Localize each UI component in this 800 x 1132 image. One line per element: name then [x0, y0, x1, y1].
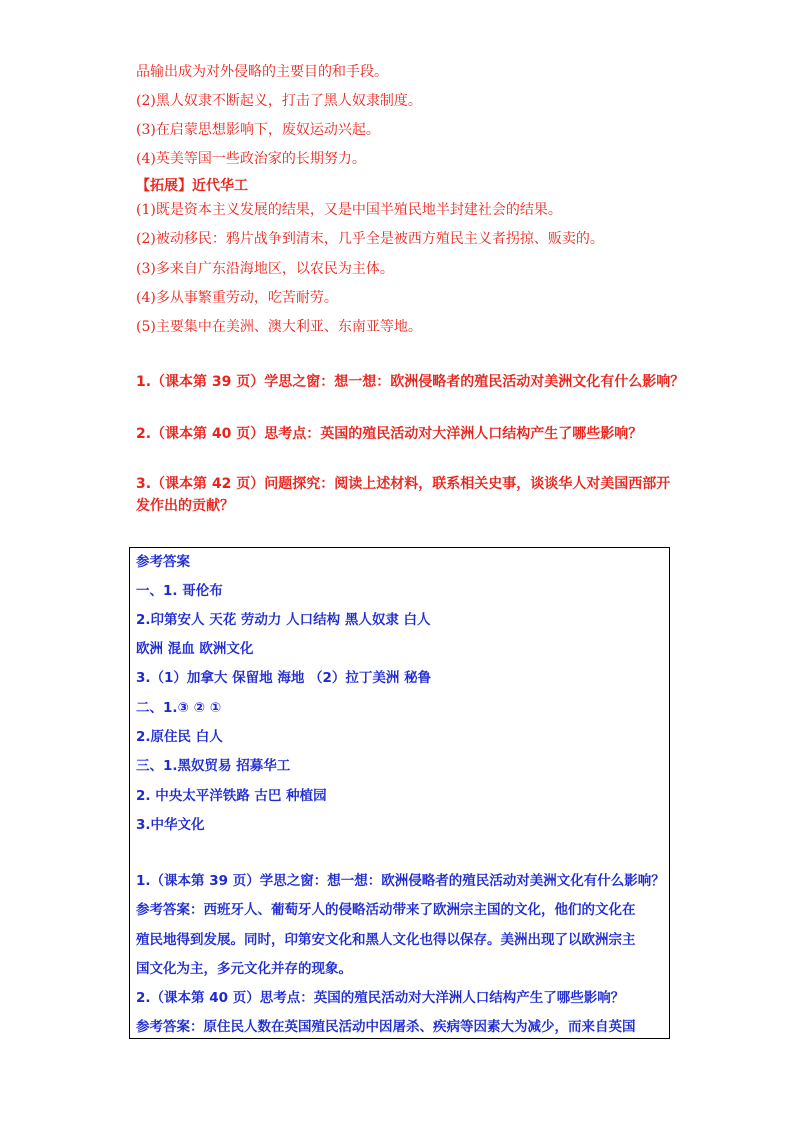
- extension-item: (3)多来自广东沿海地区，以农民为主体。: [136, 261, 394, 277]
- question-3-line-2: 发作出的贡献？: [136, 498, 234, 514]
- question-3-line-1: 3.（课本第 42 页）问题探究：阅读上述材料，联系相关史事，谈谈华人对美国西部开: [136, 476, 671, 492]
- extension-item: (2)被动移民：鸦片战争到清末，几乎全是被西方殖民主义者拐掠、贩卖的。: [136, 231, 604, 247]
- answer-text: 殖民地得到发展。同时，印第安文化和黑人文化也得以保存。美洲出现了以欧洲宗主: [136, 932, 636, 948]
- answer-text: 参考答案：西班牙人、葡萄牙人的侵略活动带来了欧洲宗主国的文化，他们的文化在: [136, 902, 636, 918]
- answer-line: 欧洲 混血 欧洲文化: [136, 641, 254, 657]
- extension-item: (5)主要集中在美洲、澳大利亚、东南亚等地。: [136, 319, 422, 335]
- answer-line: 2.印第安人 天花 劳动力 人口结构 黑人奴隶 白人: [136, 612, 431, 628]
- answer-line: 2.原住民 白人: [136, 729, 223, 745]
- answer-line: 二、1.③ ② ①: [136, 700, 222, 716]
- extension-item: (4)多从事繁重劳动，吃苦耐劳。: [136, 290, 338, 306]
- answer-text: 参考答案：原住民人数在英国殖民活动中因屠杀、疾病等因素大为减少，而来自英国: [136, 1019, 636, 1035]
- text-line: 品输出成为对外侵略的主要目的和手段。: [136, 64, 388, 80]
- answer-question-2: 2.（课本第 40 页）思考点：英国的殖民活动对大洋洲人口结构产生了哪些影响？: [136, 990, 625, 1006]
- answer-line: 一、1. 哥伦布: [136, 583, 223, 599]
- answer-text: 国文化为主，多元文化并存的现象。: [136, 961, 352, 977]
- text-line: (3)在启蒙思想影响下，废奴运动兴起。: [136, 122, 380, 138]
- question-2: 2.（课本第 40 页）思考点：英国的殖民活动对大洋洲人口结构产生了哪些影响？: [136, 426, 643, 442]
- extension-item: (1)既是资本主义发展的结果，又是中国半殖民地半封建社会的结果。: [136, 202, 562, 218]
- text-line: (2)黑人奴隶不断起义，打击了黑人奴隶制度。: [136, 93, 422, 109]
- answer-question-1: 1.（课本第 39 页）学思之窗：想一想：欧洲侵略者的殖民活动对美洲文化有什么影响？: [136, 873, 665, 889]
- question-1: 1.（课本第 39 页）学思之窗：想一想：欧洲侵略者的殖民活动对美洲文化有什么影响？: [136, 374, 685, 390]
- text-line: (4)英美等国一些政治家的长期努力。: [136, 151, 366, 167]
- extension-heading: 【拓展】近代华工: [136, 178, 248, 194]
- answer-line: 3.（1）加拿大 保留地 海地 （2）拉丁美洲 秘鲁: [136, 670, 432, 686]
- answer-line: 2. 中央太平洋铁路 古巴 种植园: [136, 788, 327, 804]
- answer-title: 参考答案: [136, 554, 190, 570]
- answer-line: 3.中华文化: [136, 817, 205, 833]
- answer-line: 三、1.黑奴贸易 招募华工: [136, 758, 291, 774]
- answer-box: [129, 547, 670, 1039]
